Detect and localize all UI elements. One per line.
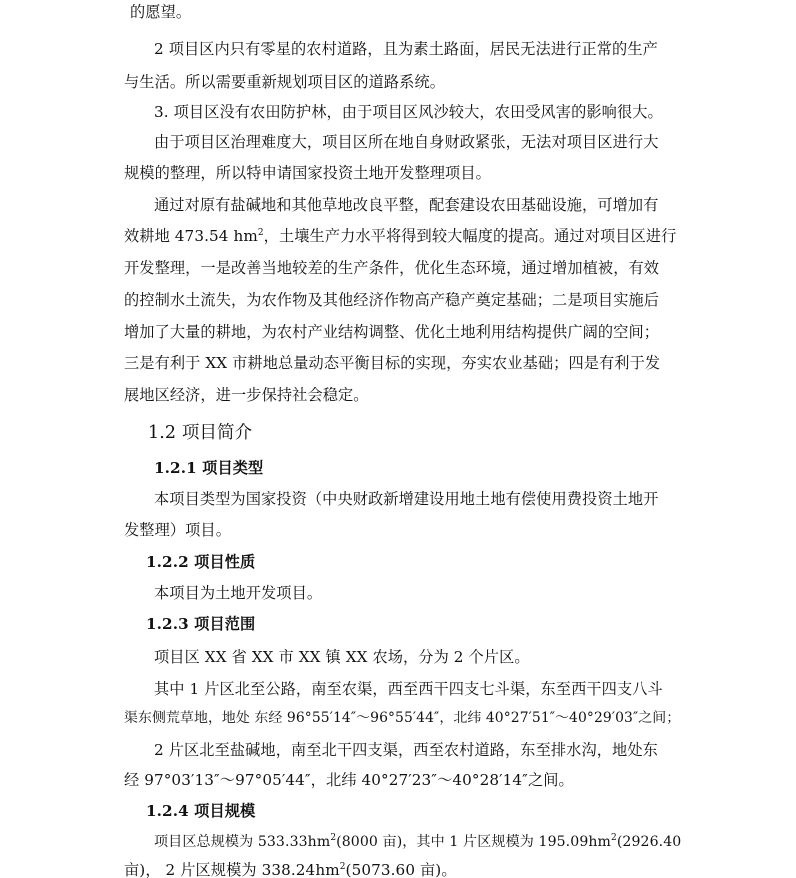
paragraph-line: 由于项目区治理难度大，项目区所在地自身财政紧张，无法对项目区进行大 [154,133,659,151]
subsection-heading: 1.2.1 项目类型 [154,459,264,477]
paragraph-line: 通过对原有盐碱地和其他草地改良平整，配套建设农田基础设施，可增加有 [154,196,659,214]
superscript: 2 [257,228,264,238]
superscript: 2 [330,833,337,843]
section-heading: 1.2 项目简介 [148,423,253,443]
subsection-heading: 1.2.2 项目性质 [146,553,256,571]
paragraph-line: 本项目类型为国家投资（中央财政新增建设用地土地有偿使用费投资土地开 [154,490,659,508]
paragraph-line: 2 项目区内只有零星的农村道路，且为素土路面，居民无法进行正常的生产 [154,40,658,58]
subsection-heading: 1.2.4 项目规模 [146,802,256,820]
paragraph-line: 渠东侧荒草地，地处 东经 96°55′14″～96°55′44″，北纬 40°27′51″～40°29′03″之间； [124,710,681,726]
superscript: 2 [611,833,617,843]
subsection-heading: 1.2.3 项目范围 [146,615,256,633]
paragraph-line: 3. 项目区没有农田防护林，由于项目区风沙较大，农田受风害的影响很大。 [154,103,663,121]
paragraph-line: 发整理）项目。 [124,521,232,539]
paragraph-line: 与生活。所以需要重新规划项目区的道路系统。 [124,73,446,91]
paragraph-line: 项目区总规模为 $533.33hm^2(8000$ 亩)，其中 1 片区规模为 $195.09hm^2(2926.40$ [154,833,682,850]
paragraph-line: 效耕地 473.54 $hm^2$，土壤生产力水平将得到较大幅度的提高。通过对项目区进行 [124,227,677,245]
paragraph-line: 2 片区北至盐碱地，南至北干四支渠，西至农村道路，东至排水沟，地处东 [154,741,658,759]
paragraph-line: 项目区 XX 省 XX 市 XX 镇 XX 农场，分为 2 个片区。 [154,648,530,666]
superscript: 2 [339,862,346,872]
paragraph-line: 开发整理，一是改善当地较差的生产条件，优化生态环境，通过增加植被，有效 [124,259,660,277]
paragraph-line: 三是有利于 XX 市耕地总量动态平衡目标的实现，夯实农业基础；四是有利于发 [124,354,661,372]
paragraph-line: 其中 1 片区北至公路，南至农渠，西至西干四支七斗渠，东至西干四支八斗 [154,680,663,698]
paragraph-line: 经 97°03′13″～97°05′44″，北纬 40°27′23″～40°28′14″之间。 [124,771,574,789]
paragraph-line: 增加了大量的耕地，为农村产业结构调整、优化土地利用结构提供广阔的空间； [124,323,660,341]
paragraph-line: 的控制水土流失，为农作物及其他经济作物高产稳产奠定基础；二是项目实施后 [124,291,660,309]
paragraph-line: 本项目为土地开发项目。 [154,584,323,602]
paragraph-line: 展地区经济，进一步保持社会稳定。 [124,386,369,404]
paragraph-line: 的愿望。 [130,3,192,21]
paragraph-line: 亩)， 2 片区规模为 $338.24hm^2(5073.60$ 亩)。 [124,861,457,878]
paragraph-line: 规模的整理，所以特申请国家投资土地开发整理项目。 [124,164,491,182]
